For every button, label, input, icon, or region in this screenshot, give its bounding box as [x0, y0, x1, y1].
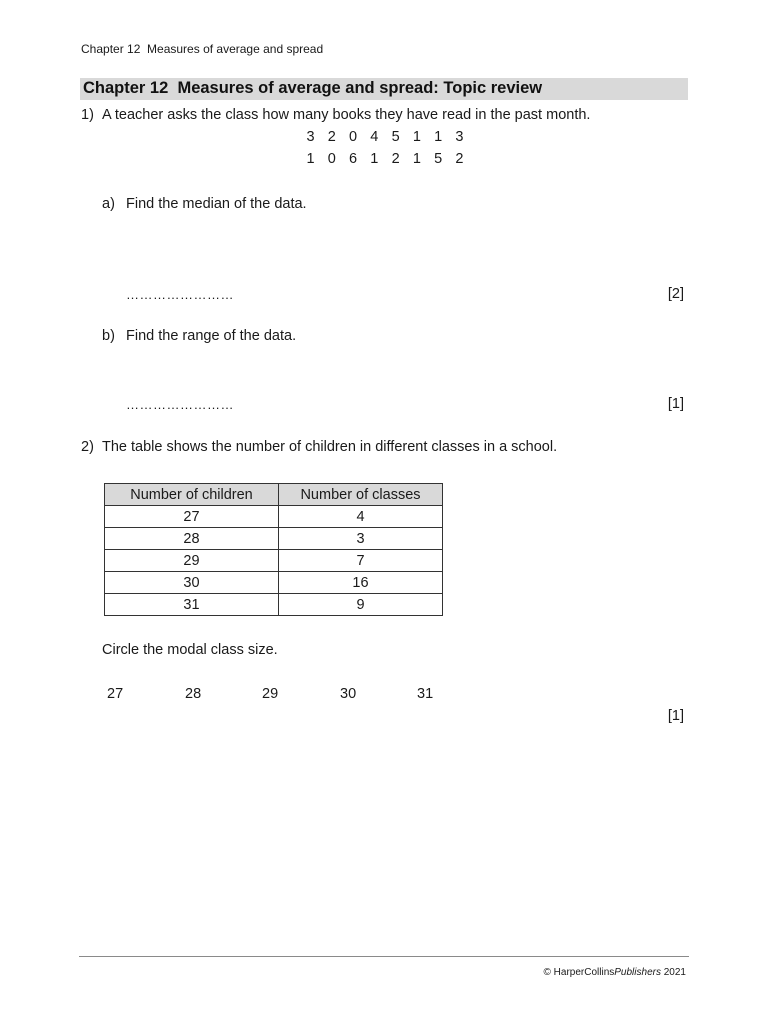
table-row — [105, 550, 443, 572]
cell-children: 28 — [105, 528, 279, 550]
q1b-label: b) — [102, 328, 115, 344]
cell-classes: 4 — [279, 506, 443, 528]
running-header: Chapter 12 Measures of average and spread — [81, 42, 324, 56]
copyright-publishers: Publishers — [614, 967, 661, 978]
data-value: 3 — [455, 129, 464, 145]
cell-children: 31 — [105, 594, 279, 616]
data-value: 3 — [306, 129, 315, 145]
page-title: Chapter 12 Measures of average and spread: Topic review — [83, 79, 543, 97]
option-28[interactable]: 28 — [185, 686, 202, 702]
q1-data-row-1 — [300, 129, 470, 145]
q1b-answer-line[interactable]: …………………… — [126, 397, 234, 412]
data-value: 2 — [327, 129, 336, 145]
cell-children: 29 — [105, 550, 279, 572]
q2-instruction: Circle the modal class size. — [102, 642, 278, 658]
q1b-text: Find the range of the data. — [126, 328, 297, 344]
copyright-year: 2021 — [660, 967, 686, 978]
data-value: 1 — [412, 151, 421, 167]
header-number-of-children: Number of children — [105, 484, 279, 506]
q1a-answer-line[interactable]: …………………… — [126, 287, 234, 302]
table-row — [105, 506, 443, 528]
data-value: 2 — [391, 151, 400, 167]
option-30[interactable]: 30 — [340, 686, 357, 702]
data-value: 0 — [327, 151, 336, 167]
copyright-footer — [544, 967, 686, 978]
cell-children: 30 — [105, 572, 279, 594]
data-value: 1 — [370, 151, 379, 167]
q1-number: 1) — [81, 107, 94, 123]
data-value: 5 — [434, 151, 443, 167]
data-value: 1 — [306, 151, 315, 167]
table-header-row — [105, 484, 443, 506]
option-31[interactable]: 31 — [417, 686, 434, 702]
q2-text: The table shows the number of children in different classes in a school. — [102, 439, 558, 455]
data-value: 0 — [349, 129, 358, 145]
q1b-marks: [1] — [667, 396, 684, 412]
q2-marks: [1] — [667, 708, 684, 724]
header-number-of-classes: Number of classes — [279, 484, 443, 506]
cell-classes: 3 — [279, 528, 443, 550]
q1a-marks: [2] — [667, 286, 684, 302]
data-value: 6 — [349, 151, 358, 167]
q1-text: A teacher asks the class how many books they have read in the past month. — [102, 107, 591, 123]
q1-data-row-2 — [300, 151, 470, 167]
footer-divider — [79, 956, 689, 957]
table-row — [105, 594, 443, 616]
data-value: 4 — [370, 129, 379, 145]
table-row — [105, 572, 443, 594]
frequency-table — [104, 483, 443, 616]
option-29[interactable]: 29 — [262, 686, 279, 702]
data-value: 1 — [434, 129, 443, 145]
cell-classes: 9 — [279, 594, 443, 616]
q1a-text: Find the median of the data. — [126, 196, 307, 212]
cell-children: 27 — [105, 506, 279, 528]
table-row — [105, 528, 443, 550]
copyright-prefix: © HarperCollins — [543, 967, 615, 978]
q1a-label: a) — [102, 196, 115, 212]
data-value: 2 — [455, 151, 464, 167]
cell-classes: 7 — [279, 550, 443, 572]
option-27[interactable]: 27 — [107, 686, 124, 702]
q2-number: 2) — [81, 439, 94, 455]
cell-classes: 16 — [279, 572, 443, 594]
data-value: 5 — [391, 129, 400, 145]
data-value: 1 — [412, 129, 421, 145]
